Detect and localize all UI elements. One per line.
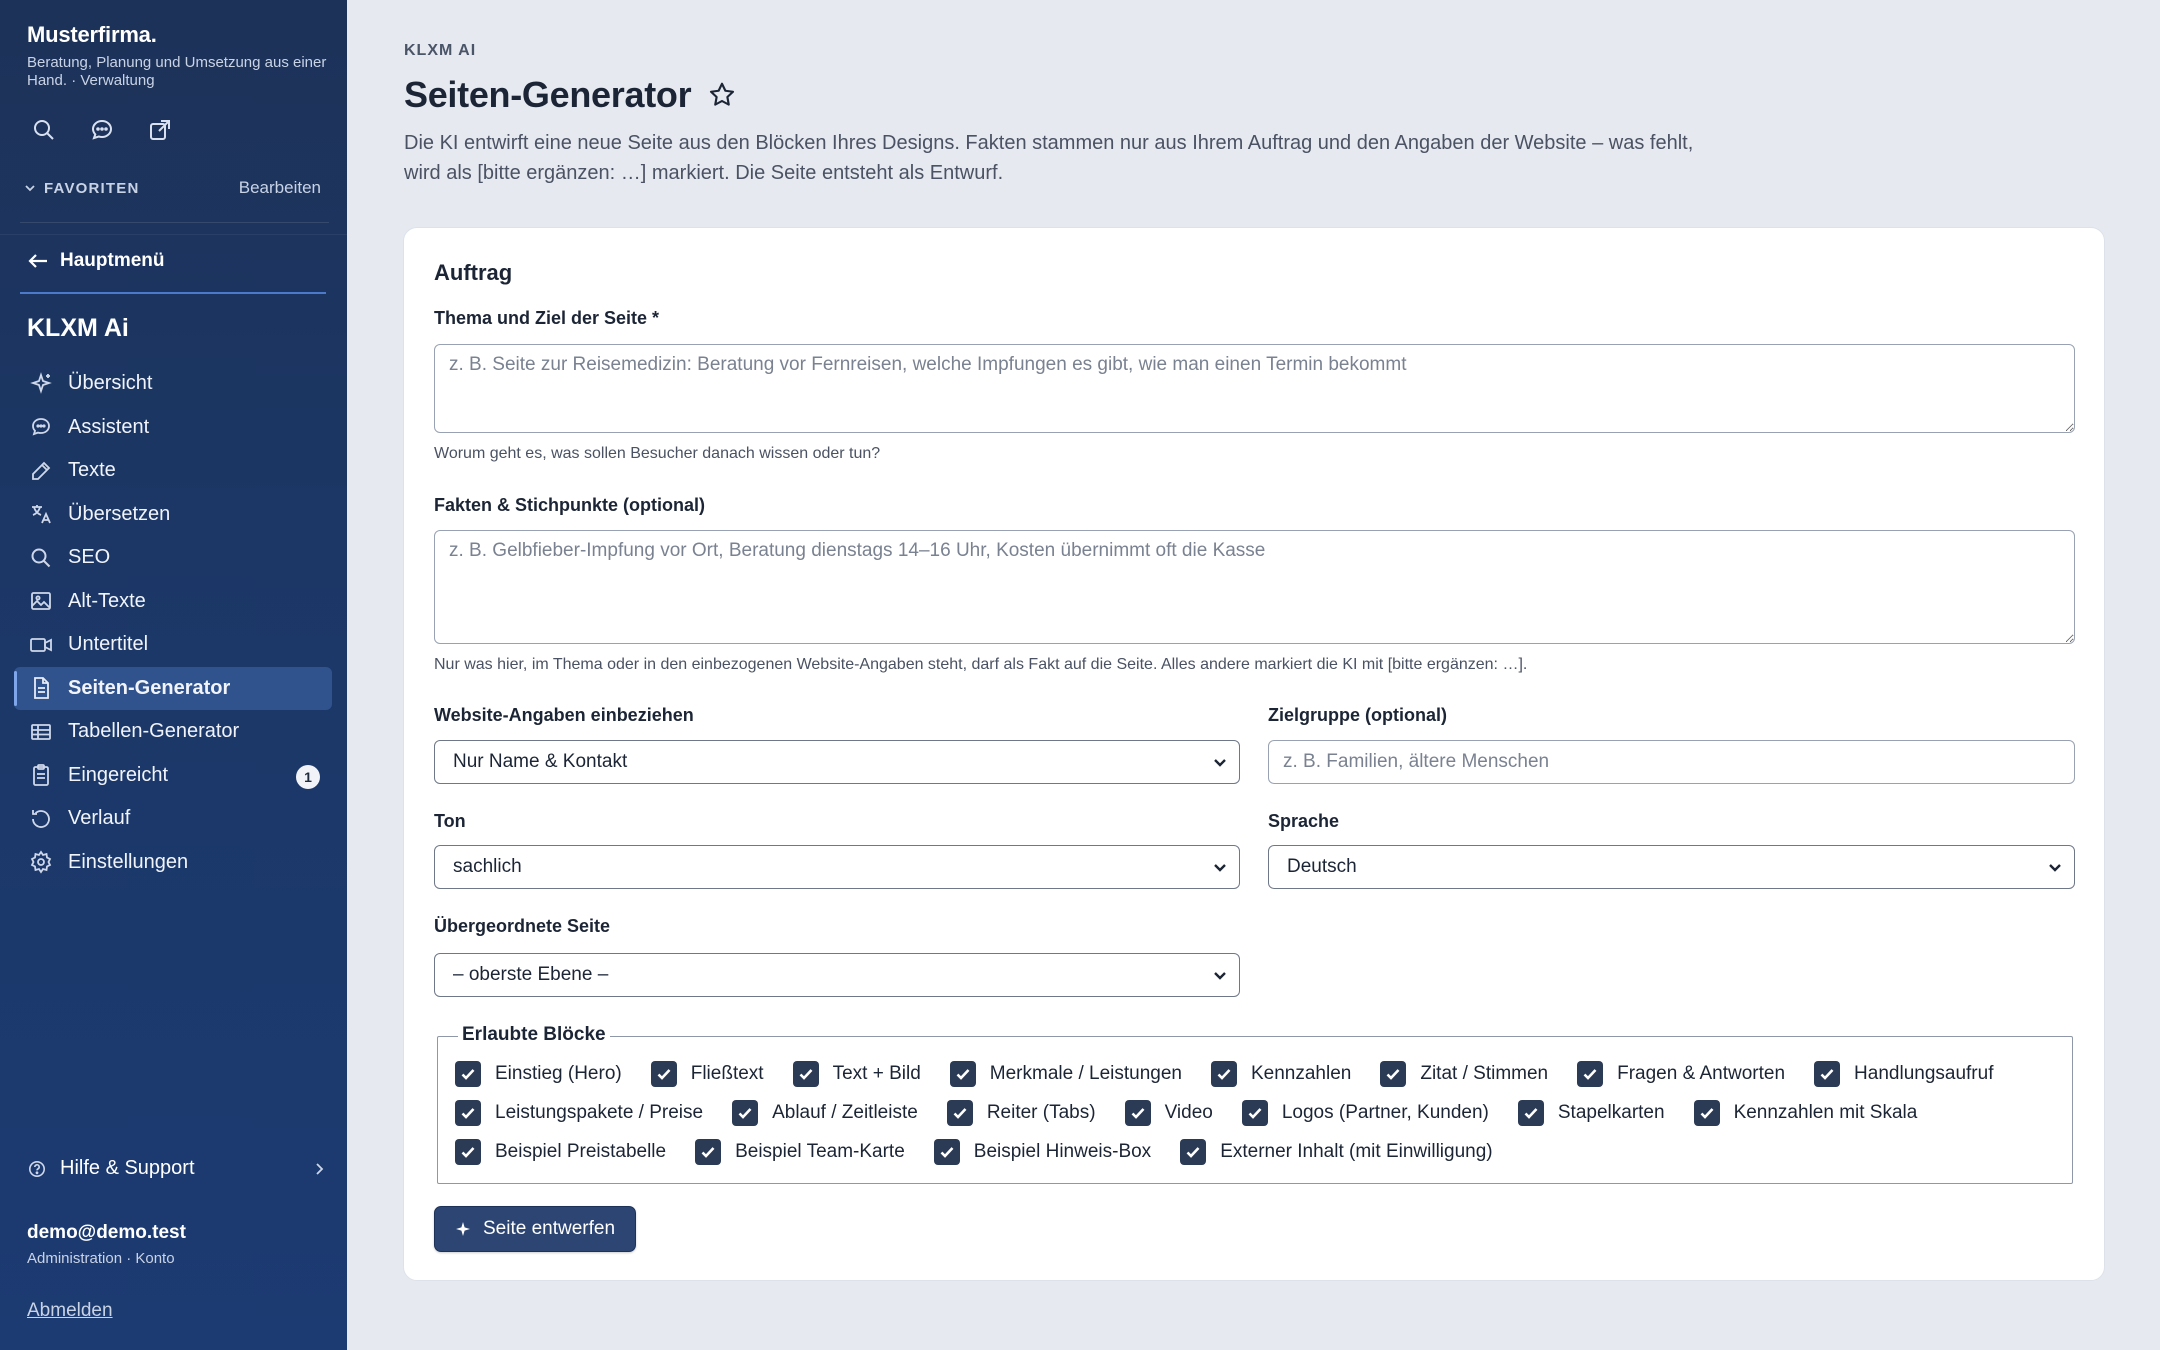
favorites-toggle[interactable] (24, 180, 140, 197)
checkbox-checked-icon (455, 1139, 481, 1165)
block-label: Fließtext (690, 1063, 764, 1084)
sidebar-item-label: Eingereicht (68, 763, 169, 786)
translate-icon (28, 501, 54, 527)
audience-input[interactable] (1268, 740, 2075, 784)
block-checkbox[interactable] (695, 1139, 905, 1165)
sidebar (0, 0, 347, 1350)
logout-link[interactable]: Abmelden (27, 1300, 113, 1321)
history-icon (28, 806, 54, 832)
block-checkbox[interactable] (934, 1139, 1151, 1165)
divider (0, 234, 347, 235)
title-row (404, 74, 737, 116)
generate-page-label: Seite entwerfen (483, 1218, 616, 1239)
checkbox-checked-icon (1242, 1100, 1268, 1126)
block-checkbox[interactable] (947, 1100, 1096, 1126)
sidebar-item-label: SEO (68, 546, 111, 569)
page-title: Seiten-Generator (404, 74, 692, 115)
favorites-edit-link[interactable]: Bearbeiten (238, 178, 321, 197)
checkbox-checked-icon (455, 1061, 481, 1087)
image-icon (28, 588, 54, 614)
checkbox-checked-icon (1694, 1100, 1720, 1126)
tone-select[interactable]: sachlich (434, 845, 1240, 889)
sidebar-nav (14, 362, 332, 884)
checkbox-checked-icon (1211, 1061, 1237, 1087)
block-label: Beispiel Hinweis-Box (973, 1141, 1152, 1162)
block-checkbox[interactable] (455, 1061, 622, 1087)
checkbox-checked-icon (1125, 1100, 1151, 1126)
chevron-right-icon (313, 1162, 325, 1176)
block-checkbox[interactable] (1694, 1100, 1918, 1126)
sidebar-item-texte[interactable] (14, 449, 332, 493)
sidebar-item-label: Assistent (68, 415, 150, 438)
checkbox-checked-icon (1814, 1061, 1840, 1087)
block-checkbox[interactable] (1518, 1100, 1665, 1126)
order-card (403, 227, 2105, 1281)
block-label: Beispiel Preistabelle (495, 1141, 667, 1162)
block-checkbox[interactable] (1242, 1100, 1489, 1126)
sidebar-item-label: Übersicht (68, 372, 153, 395)
sidebar-section-title: KLXM Ai (27, 314, 129, 342)
sidebar-item-label: Texte (68, 459, 116, 482)
blocks-row-2 (455, 1100, 1917, 1126)
facts-textarea[interactable] (434, 530, 2075, 644)
checkbox-checked-icon (732, 1100, 758, 1126)
sidebar-item-eingereicht[interactable] (14, 754, 332, 798)
card-title: Auftrag (434, 260, 513, 285)
arrow-left-icon (28, 253, 48, 269)
external-link-icon[interactable] (146, 116, 174, 144)
block-label: Video (1164, 1102, 1213, 1123)
language-select[interactable]: Deutsch (1268, 845, 2075, 889)
block-label: Handlungsaufruf (1854, 1063, 1994, 1084)
document-icon (28, 675, 54, 701)
checkbox-checked-icon (651, 1061, 677, 1087)
block-checkbox[interactable] (1180, 1139, 1492, 1165)
page-intro: Die KI entwirft eine neue Seite aus den Blöcken Ihres Designs. Fakten stammen nur aus Ihrem Auftrag und den Angaben der Website – was fehlt, wird als [bitte ergänzen: …] markiert. Die Seite entsteht als Entwurf. (404, 132, 1694, 184)
user-role: Administration · Konto (27, 1250, 175, 1267)
tone-select-wrap (434, 845, 1240, 889)
favorites-label: FAVORITEN (44, 179, 140, 197)
sidebar-item-assistent[interactable] (14, 406, 332, 450)
sidebar-top-icons (30, 116, 174, 144)
table-icon (28, 719, 54, 745)
help-icon (28, 1160, 46, 1178)
divider (20, 292, 326, 294)
divider (20, 222, 329, 223)
block-label: Text + Bild (832, 1063, 921, 1084)
block-label: Merkmale / Leistungen (989, 1063, 1182, 1084)
brand-name[interactable]: Musterfirma. (27, 22, 157, 47)
block-checkbox[interactable] (1814, 1061, 1993, 1087)
block-label: Externer Inhalt (mit Einwilligung) (1220, 1141, 1493, 1162)
generate-page-button[interactable] (434, 1206, 636, 1252)
checkbox-checked-icon (455, 1100, 481, 1126)
block-checkbox[interactable] (1211, 1061, 1351, 1087)
website-select-wrap (434, 740, 1240, 784)
back-to-main-menu[interactable] (28, 250, 165, 272)
block-checkbox[interactable] (793, 1061, 921, 1087)
sidebar-item-verlauf[interactable] (14, 797, 332, 841)
checkbox-checked-icon (947, 1100, 973, 1126)
block-label: Kennzahlen (1250, 1063, 1352, 1084)
sidebar-item-label: Seiten-Generator (68, 676, 231, 699)
tone-label: Ton (434, 811, 466, 831)
topic-textarea[interactable] (434, 344, 2075, 433)
checkbox-checked-icon (793, 1061, 819, 1087)
block-label: Fragen & Antworten (1617, 1063, 1786, 1084)
sidebar-item-seo[interactable] (14, 536, 332, 580)
block-label: Leistungspakete / Preise (495, 1102, 704, 1123)
website-label: Website-Angaben einbeziehen (434, 705, 694, 725)
parent-select-wrap (434, 953, 1240, 997)
blocks-legend: Erlaubte Blöcke (458, 1024, 610, 1046)
block-label: Kennzahlen mit Skala (1733, 1102, 1918, 1123)
block-checkbox[interactable] (1125, 1100, 1213, 1126)
brand-subtitle: Beratung, Planung und Umsetzung aus einer Hand. · Verwaltung (27, 54, 327, 89)
checkbox-checked-icon (950, 1061, 976, 1087)
sidebar-item-label: Verlauf (68, 807, 131, 830)
back-label: Hauptmenü (60, 250, 165, 271)
user-email: demo@demo.test (27, 1222, 186, 1243)
sparkle-icon (28, 371, 54, 397)
block-label: Stapelkarten (1557, 1102, 1665, 1123)
sidebar-item-uebersicht[interactable] (14, 362, 332, 406)
block-checkbox[interactable] (455, 1139, 666, 1165)
sidebar-item-alt-texte[interactable] (14, 580, 332, 624)
checkbox-checked-icon (1180, 1139, 1206, 1165)
facts-help: Nur was hier, im Thema oder in den einbezogenen Website-Angaben steht, darf als Fakt auf die Seite. Alles andere markiert die KI mit [bitte ergänzen: …]. (434, 656, 1528, 673)
topic-help: Worum geht es, was sollen Besucher danach wissen oder tun? (434, 445, 881, 462)
checkbox-checked-icon (695, 1139, 721, 1165)
blocks-row-3 (455, 1139, 1493, 1165)
checkbox-checked-icon (1577, 1061, 1603, 1087)
audience-label: Zielgruppe (optional) (1268, 705, 1447, 725)
search-icon (28, 545, 54, 571)
block-checkbox[interactable] (732, 1100, 918, 1126)
pencil-icon (28, 458, 54, 484)
block-label: Zitat / Stimmen (1420, 1063, 1549, 1084)
parent-select[interactable]: – oberste Ebene – (434, 953, 1240, 997)
chat-icon[interactable] (88, 116, 116, 144)
facts-label: Fakten & Stichpunkte (optional) (434, 495, 706, 515)
block-checkbox[interactable] (455, 1100, 703, 1126)
language-select-wrap (1268, 845, 2075, 889)
video-icon (28, 632, 54, 658)
blocks-row-1 (455, 1061, 1993, 1087)
search-icon[interactable] (30, 116, 58, 144)
chevron-down-icon (24, 182, 36, 194)
checkbox-checked-icon (1380, 1061, 1406, 1087)
block-label: Reiter (Tabs) (986, 1102, 1096, 1123)
checkbox-checked-icon (934, 1139, 960, 1165)
language-label: Sprache (1268, 811, 1340, 831)
favorites-header (24, 178, 321, 198)
sparkle-icon (455, 1221, 471, 1237)
favorite-star-icon[interactable] (707, 80, 737, 110)
block-label: Ablauf / Zeitleiste (772, 1102, 918, 1123)
sidebar-item-label: Untertitel (68, 633, 149, 656)
count-badge: 1 (296, 765, 320, 789)
sidebar-item-tabellen-generator[interactable] (14, 710, 332, 754)
block-checkbox[interactable] (651, 1061, 764, 1087)
sidebar-item-label: Tabellen-Generator (68, 720, 240, 743)
blocks-fieldset (437, 1024, 2073, 1184)
sidebar-item-seiten-generator[interactable] (14, 667, 332, 711)
sidebar-item-untertitel[interactable] (14, 623, 332, 667)
help-support-link[interactable] (28, 1157, 325, 1180)
help-label: Hilfe & Support (60, 1157, 195, 1179)
gear-icon (28, 849, 54, 875)
block-label: Beispiel Team-Karte (735, 1141, 905, 1162)
chat-icon (28, 414, 54, 440)
sidebar-item-label: Übersetzen (68, 502, 171, 525)
parent-label: Übergeordnete Seite (434, 916, 611, 936)
sidebar-item-label: Einstellungen (68, 850, 189, 873)
block-checkbox[interactable] (1577, 1061, 1785, 1087)
block-checkbox[interactable] (1380, 1061, 1548, 1087)
sidebar-item-einstellungen[interactable] (14, 841, 332, 885)
block-label: Logos (Partner, Kunden) (1281, 1102, 1489, 1123)
website-select[interactable]: Nur Name & Kontakt (434, 740, 1240, 784)
block-label: Einstieg (Hero) (495, 1063, 622, 1084)
checkbox-checked-icon (1518, 1100, 1544, 1126)
brand-block (27, 22, 327, 90)
clipboard-icon (28, 762, 54, 788)
breadcrumb: KLXM AI (404, 42, 477, 59)
block-checkbox[interactable] (950, 1061, 1182, 1087)
topic-label: Thema und Ziel der Seite * (434, 308, 660, 328)
sidebar-item-label: Alt-Texte (68, 589, 146, 612)
sidebar-item-uebersetzen[interactable] (14, 493, 332, 537)
